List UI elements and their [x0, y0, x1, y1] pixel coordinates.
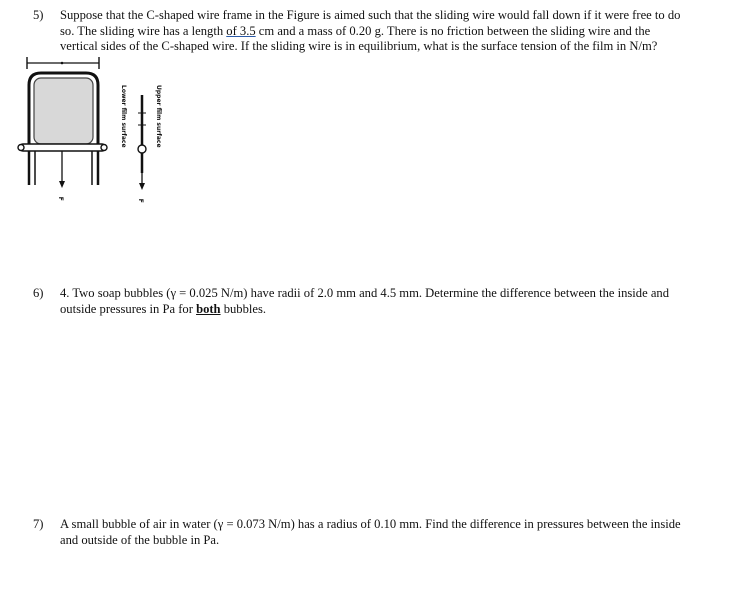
force-label-front: F — [56, 196, 64, 201]
text-run: cm and a mass of 0.20 g. There is no friction between the sliding wire and the — [255, 23, 651, 38]
force-arrowhead-front — [59, 181, 65, 188]
question-line: A small bubble of air in water (γ = 0.073 N/m) has a radius of 0.10 mm. Find the difference in pressures between the inside — [60, 517, 681, 531]
wire-end-left — [18, 145, 24, 151]
question-text — [60, 286, 722, 317]
c-shaped-wire-figure — [14, 55, 184, 215]
question-number: 7) — [33, 517, 44, 531]
sliding-wire — [20, 144, 105, 151]
question-text — [60, 8, 722, 55]
text-run: outside pressures in Pa for — [60, 301, 197, 316]
question-line: and outside of the bubble in Pa. — [60, 532, 220, 547]
question-number: 5) — [33, 8, 44, 22]
underlined-value: of 3.5 — [226, 23, 256, 38]
question-line: 4. Two soap bubbles (γ = 0.025 N/m) have radii of 2.0 mm and 4.5 mm. Determine the difference between the inside and — [60, 286, 670, 300]
wire-end-right — [101, 145, 107, 151]
soap-film — [34, 78, 93, 144]
force-label-side: F — [136, 198, 144, 203]
question-line — [60, 302, 722, 318]
question-line — [60, 24, 722, 40]
lower-film-surface-label: Lower film surface — [120, 85, 127, 148]
text-run: bubbles. — [220, 301, 267, 316]
question-number: 6) — [33, 286, 44, 300]
side-view-wire — [138, 145, 146, 153]
question-line: vertical sides of the C-shaped wire. If the sliding wire is in equilibrium, what is the surface tension of the film in N/m? — [60, 39, 658, 53]
force-arrowhead-side — [139, 183, 145, 190]
emphasis-both: both — [196, 301, 221, 316]
dimension-dot — [61, 62, 64, 65]
question-text — [60, 517, 722, 548]
question-line: Suppose that the C-shaped wire frame in the Figure is aimed such that the sliding wire would fall down if it were free to do — [60, 8, 681, 22]
text-run: so. The sliding wire has a length — [60, 23, 227, 38]
upper-film-surface-label: Upper film surface — [155, 85, 162, 148]
